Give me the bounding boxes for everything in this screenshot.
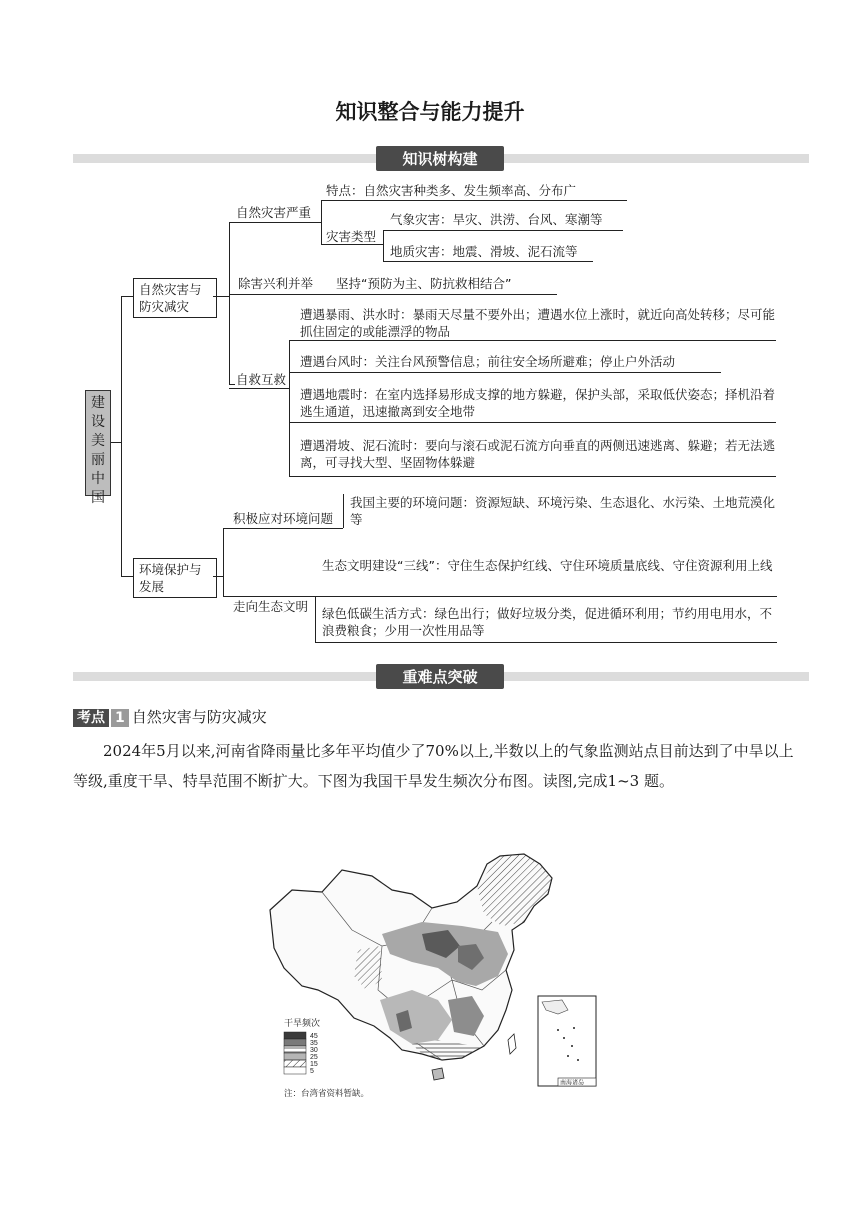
legend-value-5: 5 xyxy=(310,1068,314,1075)
section-label-knowledge-tree: 知识树构建 xyxy=(376,146,504,171)
inset-label: 南海诸岛 xyxy=(560,1080,585,1087)
node-eco-civilization: 走向生态文明 xyxy=(233,599,309,614)
branch-environment: 环境保护与发展 xyxy=(133,558,217,598)
rescue-item-typhoon: 遭遇台风时：关注台风预警信息；前往安全场所避难；停止户外活动 xyxy=(300,354,676,369)
section-label-key-points: 重难点突破 xyxy=(376,664,504,689)
node-meteorological: 气象灾害：旱灾、洪涝、台风、寒潮等 xyxy=(390,212,603,227)
map-note: 注：台湾省资料暂缺。 xyxy=(284,1088,370,1098)
legend-value-2: 30 xyxy=(310,1047,318,1054)
kaodian-number: 1 xyxy=(111,709,129,727)
eco-item-three-lines: 生态文明建设“三线”：守住生态保护红线、守住环境质量底线、守住资源利用上线 xyxy=(322,558,773,573)
legend-value-1: 35 xyxy=(310,1040,318,1047)
eco-item-low-carbon: 绿色低碳生活方式：绿色出行；做好垃圾分类，促进循环利用；节约用电用水，不浪费粮食；少用一次性用品等 xyxy=(322,606,773,638)
legend-value-3: 25 xyxy=(310,1054,318,1061)
node-geological: 地质灾害：地震、滑坡、泥石流等 xyxy=(390,244,578,259)
kaodian-tag: 考点 xyxy=(73,709,109,727)
node-active-response: 积极应对环境问题 xyxy=(233,511,334,526)
page-title: 知识整合与能力提升 xyxy=(335,100,525,124)
node-prevention: 除害兴利并举 xyxy=(238,276,314,291)
node-disaster-types: 灾害类型 xyxy=(326,229,377,244)
rescue-item-landslide: 遭遇滑坡、泥石流时：要向与滚石或泥石流方向垂直的两侧迅速逃离、躲避；若无法逃离，可寻找大型、坚固物体躲避 xyxy=(300,438,776,470)
node-features: 特点：自然灾害种类多、发生频率高、分布广 xyxy=(326,183,577,198)
branch-disaster-prevention: 自然灾害与防灾减灾 xyxy=(133,278,217,318)
node-prevention-detail: 坚持“预防为主、防抗救相结合” xyxy=(336,276,512,291)
question-paragraph: 2024年5月以来,河南省降雨量比多年平均值少了70%以上,半数以上的气象监测站点目前达到了中旱以上等级,重度干旱、特旱范围不断扩大。下图为我国干旱发生频次分布图。读图,完成1~3 题。 xyxy=(73,742,794,790)
legend-value-4: 15 xyxy=(310,1061,318,1068)
legend-value-0: 45 xyxy=(310,1033,318,1040)
legend-title: 干旱频次 xyxy=(284,1018,321,1028)
rescue-item-earthquake: 遭遇地震时：在室内选择易形成支撑的地方躲避，保护头部，采取低伏姿态；择机沿着逃生通道，迅速撤离到安全地带 xyxy=(300,387,776,419)
drought-frequency-map xyxy=(262,850,602,1102)
rescue-item-flood: 遭遇暴雨、洪水时：暴雨天尽量不要外出；遭遇水位上涨时，就近向高处转移；尽可能抓住固定的或能漂浮的物品 xyxy=(300,307,776,339)
node-active-detail: 我国主要的环境问题：资源短缺、环境污染、生态退化、水污染、土地荒漠化等 xyxy=(350,495,776,527)
tree-root: 建设美丽中国 xyxy=(85,390,111,496)
kaodian-header xyxy=(73,706,267,727)
node-self-rescue: 自救互救 xyxy=(236,372,287,387)
kaodian-title: 自然灾害与防灾减灾 xyxy=(131,708,267,726)
node-disaster-serious: 自然灾害严重 xyxy=(236,205,312,220)
